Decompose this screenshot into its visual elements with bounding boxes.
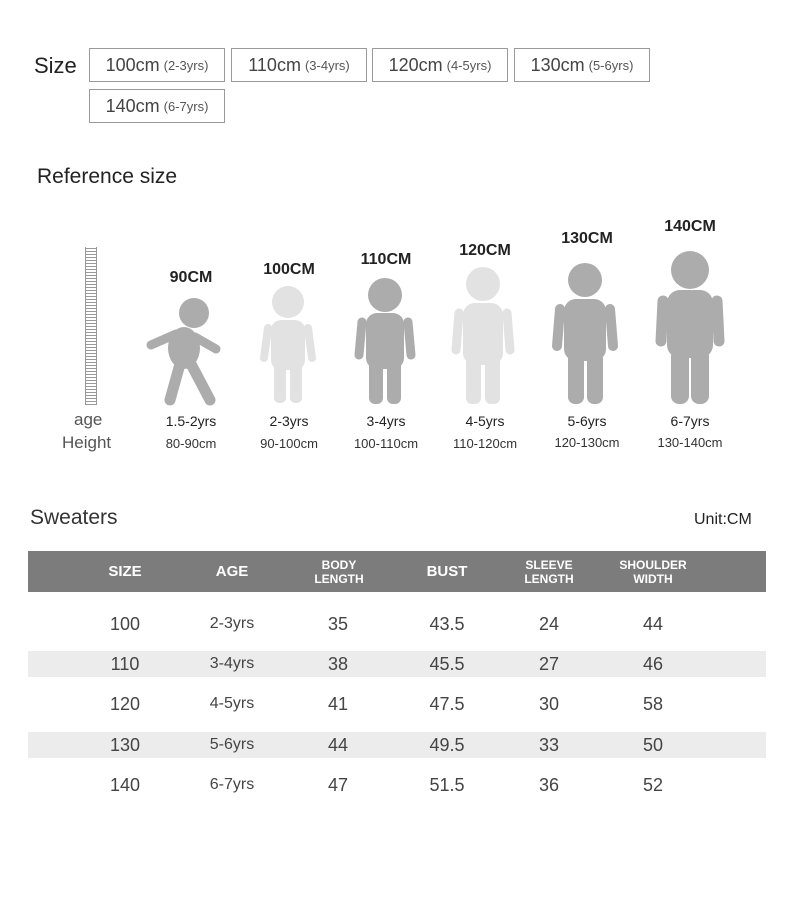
cell-sleeve-length: 33 bbox=[538, 734, 560, 755]
cell-size: 110 bbox=[110, 653, 140, 674]
size-option-main: 100cm bbox=[105, 54, 160, 75]
cell-shoulder-width: 44 bbox=[642, 613, 664, 634]
size-option-sub: (4-5yrs) bbox=[446, 57, 492, 73]
height-side-label: Height bbox=[62, 433, 112, 452]
child-figure-130-icon bbox=[557, 263, 613, 404]
cell-sleeve-length: 36 bbox=[538, 774, 560, 795]
figure-label-140: 140CM bbox=[664, 218, 716, 235]
child-figure-120-icon bbox=[456, 267, 510, 404]
cell-body-length: 41 bbox=[327, 693, 349, 714]
figure-height-130: 120-130cm bbox=[554, 435, 620, 450]
ruler-icon bbox=[85, 247, 97, 405]
table-header bbox=[28, 551, 766, 592]
figure-label-110: 110CM bbox=[360, 251, 412, 268]
size-option-sub: (3-4yrs) bbox=[304, 57, 350, 73]
cell-body-length: 47 bbox=[327, 774, 349, 795]
age-side-label: age bbox=[74, 410, 103, 429]
cell-age: 5-6yrs bbox=[209, 736, 255, 753]
cell-bust: 45.5 bbox=[429, 653, 465, 674]
figure-age-120: 4-5yrs bbox=[465, 413, 505, 429]
unit-label: Unit:CM bbox=[694, 511, 752, 528]
table-row bbox=[28, 732, 766, 758]
figure-height-120: 110-120cm bbox=[452, 436, 518, 451]
cell-body-length: 44 bbox=[327, 734, 349, 755]
column-header-size: SIZE bbox=[108, 562, 142, 580]
figure-label-90: 90CM bbox=[169, 269, 213, 286]
figure-age-130: 5-6yrs bbox=[567, 413, 607, 429]
figure-age-90: 1.5-2yrs bbox=[165, 413, 217, 429]
cell-age: 2-3yrs bbox=[209, 615, 255, 632]
cell-size: 100 bbox=[109, 613, 141, 634]
child-figure-100-icon bbox=[264, 286, 312, 403]
size-option-main: 120cm bbox=[388, 54, 443, 75]
cell-body-length: 38 bbox=[327, 653, 349, 674]
figure-age-140: 6-7yrs bbox=[670, 413, 710, 429]
cell-size: 120 bbox=[109, 693, 141, 714]
figure-label-120: 120CM bbox=[459, 242, 511, 259]
figure-height-100: 90-100cm bbox=[260, 436, 318, 451]
table-row bbox=[28, 772, 766, 798]
size-option-main: 140cm bbox=[105, 95, 160, 116]
size-option-sub: (2-3yrs) bbox=[163, 57, 209, 73]
cell-sleeve-length: 27 bbox=[538, 653, 560, 674]
size-label: Size bbox=[34, 53, 77, 78]
cell-size: 130 bbox=[109, 734, 141, 755]
sweaters-title: Sweaters bbox=[30, 506, 118, 529]
size-option-main: 130cm bbox=[530, 54, 585, 75]
table-row bbox=[28, 651, 766, 677]
size-option-sub: (6-7yrs) bbox=[163, 98, 209, 114]
cell-age: 3-4yrs bbox=[209, 655, 255, 672]
child-figure-140-icon bbox=[661, 251, 719, 404]
figure-height-90: 80-90cm bbox=[165, 436, 217, 451]
figure-height-110: 100-110cm bbox=[353, 436, 419, 451]
cell-age: 6-7yrs bbox=[209, 776, 255, 793]
child-figure-110-icon bbox=[359, 278, 411, 404]
cell-bust: 43.5 bbox=[429, 613, 465, 634]
cell-shoulder-width: 52 bbox=[642, 774, 664, 795]
column-header-body-length: BODY LENGTH bbox=[314, 557, 364, 586]
cell-body-length: 35 bbox=[327, 613, 349, 634]
size-option-main: 110cm bbox=[248, 54, 301, 75]
reference-size-title: Reference size bbox=[37, 165, 178, 188]
cell-age: 4-5yrs bbox=[209, 695, 255, 712]
column-header-sleeve-length: SLEEVE LENGTH bbox=[524, 557, 574, 586]
cell-sleeve-length: 24 bbox=[538, 613, 560, 634]
cell-bust: 51.5 bbox=[429, 774, 465, 795]
cell-shoulder-width: 50 bbox=[642, 734, 664, 755]
cell-bust: 49.5 bbox=[429, 734, 465, 755]
column-header-shoulder-width: SHOULDER WIDTH bbox=[619, 557, 687, 586]
cell-sleeve-length: 30 bbox=[538, 693, 560, 714]
table-row bbox=[28, 611, 766, 637]
column-header-bust: BUST bbox=[426, 562, 468, 580]
table-row bbox=[28, 691, 766, 717]
size-option-sub: (5-6yrs) bbox=[588, 57, 634, 73]
child-figure-90-icon bbox=[151, 298, 216, 400]
figure-age-100: 2-3yrs bbox=[269, 413, 309, 429]
figure-label-130: 130CM bbox=[561, 230, 613, 247]
cell-bust: 47.5 bbox=[429, 693, 465, 714]
cell-size: 140 bbox=[109, 774, 141, 795]
figure-label-100: 100CM bbox=[263, 261, 315, 278]
cell-shoulder-width: 58 bbox=[642, 693, 664, 714]
cell-shoulder-width: 46 bbox=[642, 653, 664, 674]
figure-height-140: 130-140cm bbox=[657, 435, 723, 450]
column-header-age: AGE bbox=[215, 562, 249, 580]
figure-age-110: 3-4yrs bbox=[366, 413, 406, 429]
